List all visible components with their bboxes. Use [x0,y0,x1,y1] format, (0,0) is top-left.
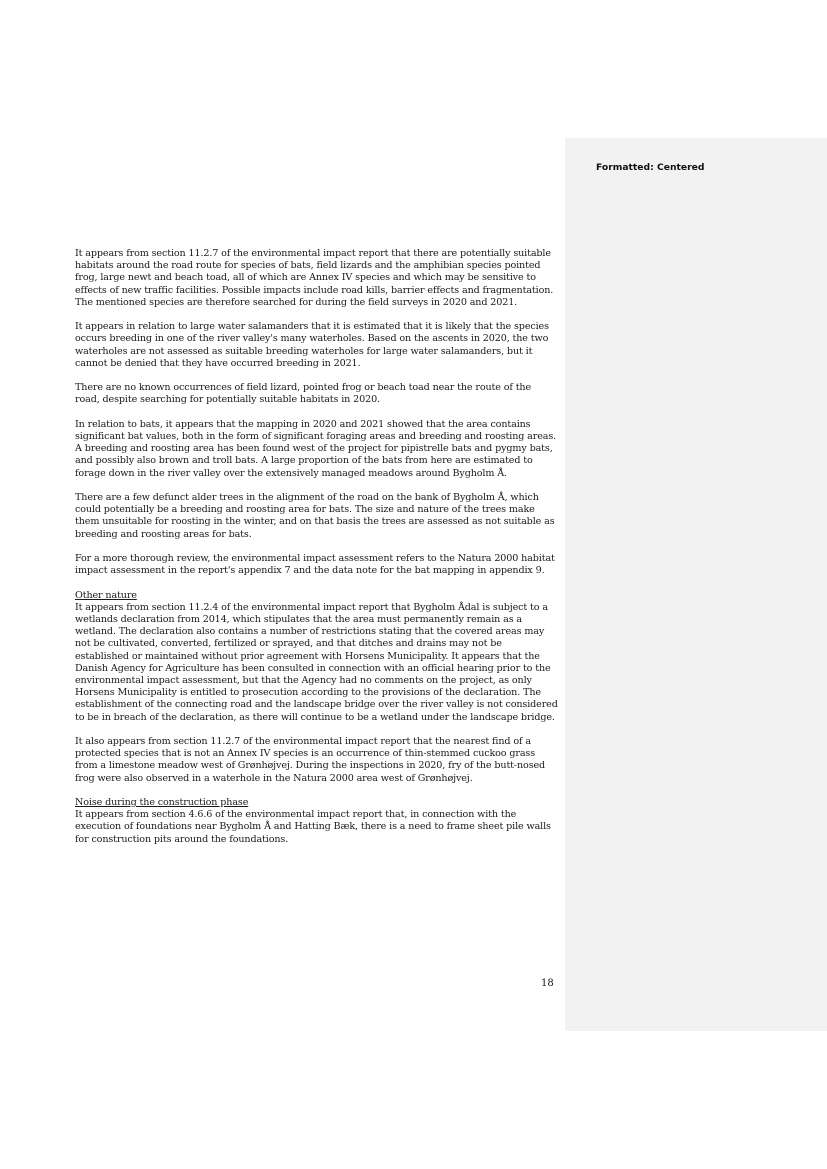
paragraph: It appears in relation to large water salamanders that it is estimated that it is likely that the species occurs breeding in one of the river valley's many waterholes. Based on the ascents in 2020, the two waterholes are not assessed as suitable breeding waterholes for large water salamanders, but it cannot be denied that they have occurred breeding in 2021. [75,321,549,369]
paragraph: It appears from section 11.2.7 of the environmental impact report that there are potentially suitable habitats around the road route for species of bats, field lizards and the amphibian species pointed frog, large newt and beach toad, all of which are Annex IV species and which may be sensitive to effects of new traffic facilities. Possible impacts include road kills, barrier effects and fragmentation. The mentioned species are therefore searched for during the field surveys in 2020 and 2021. [75,248,554,308]
document-body [75,248,558,858]
paragraph: It appears from section 4.6.6 of the environmental impact report that, in connection with the execution of foundations near Bygholm Å and Hatting Bæk, there is a need to frame sheet pile walls for construction pits around the foundations. [75,809,551,845]
paragraph: For a more thorough review, the environmental impact assessment refers to the Natura 2000 habitat impact assessment in the report's appendix 7 and the data note for the bat mapping in appendix 9. [75,553,555,577]
paragraph: In relation to bats, it appears that the mapping in 2020 and 2021 showed that the area contains significant bat values, both in the form of significant foraging areas and breeding and roosting areas. A breeding and roosting area has been found west of the project for pipistrelle bats and pygmy bats, and possibly also brown and troll bats. A large proportion of the bats from here are estimated to forage down in the river valley over the extensively managed meadows around Bygholm Å. [75,418,557,479]
section-heading-noise: Noise during the construction phase [75,797,249,809]
section-heading-other-nature: Other nature [75,589,137,601]
paragraph: It also appears from section 11.2.7 of the environmental impact report that the nearest find of a protected species that is not an Annex IV species is an occurrence of thin-stemmed cuckoo grass from a limestone meadow west of Grønhøjvej. During the inspections in 2020, fry of the butt-nosed frog were also observed in a waterhole in the Natura 2000 area west of Grønhøjvej. [75,736,546,784]
comment-pane [565,138,827,1031]
comment-title: Formatted: Centered [596,162,705,173]
paragraph: There are no known occurrences of field lizard, pointed frog or beach toad near the route of the road, despite searching for potentially suitable habitats in 2020. [75,382,532,406]
page-number: 18 [541,978,554,989]
paragraph: There are a few defunct alder trees in the alignment of the road on the bank of Bygholm Å, which could potentially be a breeding and roosting area for bats. The size and nature of the trees make them unsuitable for roosting in the winter, and on that basis the trees are assessed as not suitable as breeding and roosting areas for bats. [75,492,555,540]
paragraph: It appears from section 11.2.4 of the environmental impact report that Bygholm Ådal is subject to a wetlands declaration from 2014, which stipulates that the area must permanently remain as a wetland. The declaration also contains a number of restrictions stating that the covered areas may not be cultivated, converted, fertilized or sprayed, and that ditches and drains may not be established or maintained without prior agreement with Horsens Municipality. It appears that the Danish Agency for Agriculture has been consulted in connection with an official hearing prior to the environmental impact assessment, but that the Agency had no comments on the project, as only Horsens Municipality is entitled to prosecution according to the provisions of the declaration. The establishment of the connecting road and the landscape bridge over the river valley is not considered to be in breach of the declaration, as there will continue to be a wetland under the landscape bridge. [75,601,558,723]
